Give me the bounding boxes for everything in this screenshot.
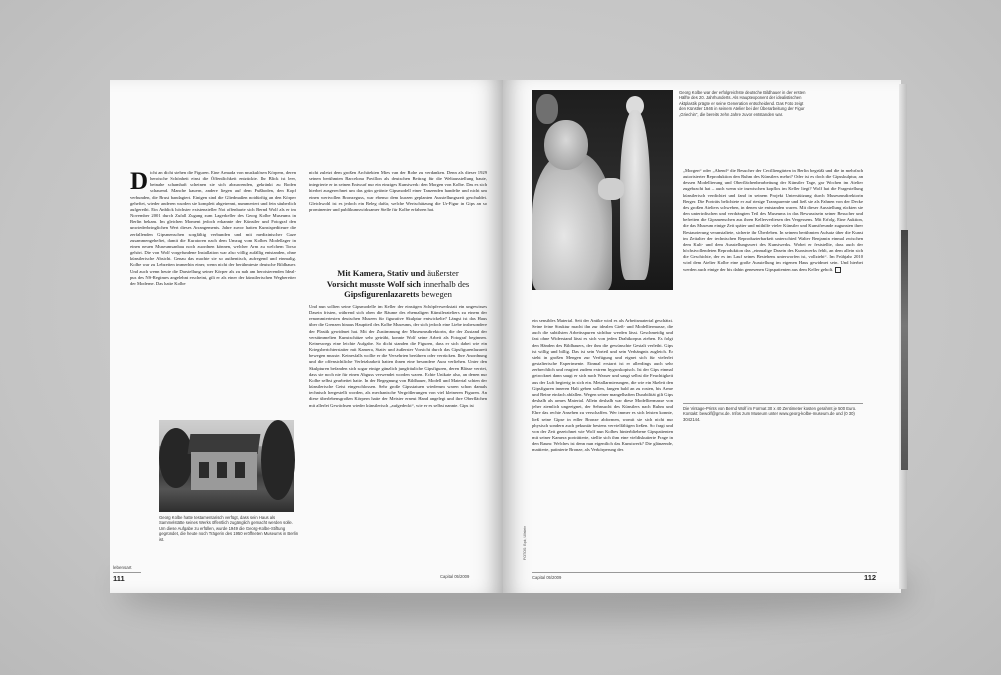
dropcap: D (130, 170, 149, 195)
section-label: lebensart (113, 565, 132, 570)
kolbe-house-photo (159, 420, 294, 512)
page-edge-photo-strip (901, 230, 908, 470)
end-mark (835, 267, 841, 273)
footer-rule-left (113, 572, 141, 573)
right-page-number: 112 (864, 573, 877, 582)
heading-part-1: Mit Kamera, Stativ und (337, 268, 426, 278)
heading-part-6: bewegen (419, 289, 452, 299)
pull-heading (309, 268, 487, 300)
left-magazine-footer: Capital 05/2009 (440, 574, 470, 579)
left-column-1 (130, 170, 296, 410)
right-column-1 (532, 318, 673, 564)
left-column-2-top (309, 170, 487, 262)
print-note-rule (683, 403, 863, 404)
left-column-2-bottom (309, 304, 487, 554)
photo-credit: FOTOS: Bpk, Ullstein (523, 525, 527, 560)
footer-rule-right (532, 572, 877, 573)
kolbe-sculptor-photo (532, 90, 673, 290)
heading-part-2: äußerster (425, 268, 459, 278)
print-note: Die Vintage-Prints von Bernd Wolf im Format 30 x 40 Zentimeter kosten gerahmt je 500 Euro. Kontakt: bewolf@gmx.de. Infos zum Museum unter www.georg-kolbe-museum.de und (0 30) 3042144. (683, 406, 857, 422)
heading-part-4: innerhalb des (421, 278, 470, 289)
article-text-ending: „Morgen“ oder „Abend“ die Besucher der Cecilliengärten in Berlin begrüßt und die in mehrfach autorisierter Reproduktion den Ruhm des Künstlers mehrt? Oder ist es doch die Gipsskulptur, an dessen Modellierung und Oberflächenbearbeitung der Künstler Tage, gar Wochen im Atelier zugebracht hat – auch wenn sie inzwischen kopflos im Keller liegt? Wolf hat die Fragestellung künstlerisch verdichtet und fand in seinem Projekt Unterstützung durch Museumsdirektorin Berger. Die Porträts belichtete er auf riesige Transparente und ließ sie als Fahnen von der Decke des großen Ateliers schweben, in denen sie entstanden waren. Mit dieser Ausstellung rückten sie den unterirdischen und verdrängten Teil des Museums in das Bewusstsein seiner Besucher und befreiten die Gipsmenschen aus ihren Kellerverliesen des Vergessens. Mit Erfolg. Eine Auktion, die das Museum einige Zeit später und mithilfe vieler Künstler und Kunstfreunde zugunsten ihrer Restaurierung veranstaltete, sicherte ihr Überleben. In seinem berühmten Aufsatz über die Kunst im Zeitalter der technischen Reproduzierbarkeit unterschied Walter Benjamin einmal zwischen dem Kult- und dem Ausstellungswert des Kunstwerks. Wobei er feststellte, dass auch der höchstvollendeten Reproduktion das „einmalige Dasein des Kunstwerks fehlt, an dem allein sich die Geschichte, der es im Lauf seines Bestehens unterworfen ist, vollzieht“. Im Frühjahr 2010 wird dem Atelier Kolbe eine große Ausstellung im eigenen Haus gewidmet sein. Und hierbei werden auch einige der bis dahin genesenen Gipspatienten aus dem Keller geholt. (683, 168, 863, 272)
left-page-number: 111 (113, 574, 125, 583)
sculptor-photo-caption: Georg Kolbe war der erfolgreichste deutsche Bildhauer in der ersten Hälfte des 20. Jahrhunderts. Als Hauptexponent der idealistischen Aktplastik prägte er seine Generation entscheidend. Das Foto zeigt den Künstler 1946 in seinem Atelier bei der Überarbeitung der Figur „Griechin“, die bereits zehn Jahre zuvor entstanden war. (679, 90, 806, 117)
article-text-wolf: Und nun sollten seine Gipsmodelle im Keller der einstigen Schöpferwerkstatt ein ungewisses Dasein fristen, während sich oben die Räume des ehemaligen Künstlerateliers zu einem der renommiertesten deutschen Museen für figurative Skulptur entwickelte? Längst ist das Haus über die Grenzen hinaus Hauptteil des Kolbe Museums, der sich jedoch eine Liebe insbesondere der Plastik gewidmet hat. Mit der Zustimmung der Museumsdirektorin, die der Zustand der verstümmelten Kunstschätze sehr getrübt, konnte Wolf seine Arbeit als Fotograf beginnen. Keineswegs eine leichte Aufgabe. So dicht standen die Figuren, dass er sich dabei wie ein Kriegsberichterstatter mit Kamera, Stativ und äußerster Vorsicht durch das Gipsfigurenlazarett bewegen musste. Keinesfalls wollte er die Versehrten berühren oder verrücken. Ihre Anordnung und die offensichtliche Verletzbarkeit hatten ihnen eine besondere Aura verliehen. Unter den Skulpturen befanden sich sogar einige gänzlich jungfräuliche Gipsfiguren, deren Blässe verriet, dass sie noch nie für einen Abguss verwendet worden waren. Echte Unikate also, an denen nur Kolbe selbst gearbeitet hatte. In der Begegnung von Bildhauer, Modell und Material schien der künstlerische Geist eingeschlossen. Sehr große Gipsstatuen wiederum waren schon damals technisch hergestellt worden, als mechanische Vergrößerungen von viel kleineren Figuren. An diese überlebensgroßen Körpern hatte der Meister erneut Hand angelegt und ihre Oberflächen mit allerlei Gewächsen wieder künstlerisch „aufgedeckt“, wie er es selbst nannte. Gips ist (309, 304, 487, 408)
right-magazine-footer: Capital 05/2009 (532, 575, 562, 580)
right-column-2 (683, 168, 863, 395)
article-text-gips: ein sensibles Material. Seit der Antike wird es als Arbeitsmaterial geschätzt. Seine feine Struktur macht ihn zur idealen Gieß- und Modelliermasse, die auch die subtilsten Arbeitsspuren sichtbar werden lässt. Geschmeidig und fast ohne Widerstand lässt es sich von jeden Drahtkorpus ziehen. Es folgt den Händen des Bildhauers, der ihm die gewünschte Gestalt verleiht. Gips ist willig und billig. Das ist sein Vorteil und sein Verhängnis zugleich. Er steht in großen Mengen zur Verfügung und eignet sich für vielerlei gestalterische Experimente. Einmal erstarrt ist er allerdings auch sehr zerbrechlich und reagiert zudem extrem hygroskopisch. Ist der Gips einmal getrocknet dann saugt er sich nach Wasser und saugt selbst die Feuchtigkeit aus der Luft begierig in sich ein. Metallarmierungen, die wie ein Skelett den Gipsfiguren inneren Halt geben sollen, fangen bald an zu rosten, bis Arme und Beine einfach abfallen. Wegen seiner mangelhaften Durabilität gilt Gips deshalb als armes Material. Allein deshalb war diese Modelliermasse von jeher ziemlich ungeeignet, der Sehnsucht des Künstlers nach Ruhm und Ehre das rechte Ansehen zu verschaffen. Wer immer es sich leisten konnte, ließ seine Gipse in edler Bronze abformen, womit sie sich nicht nur physisch sondern auch pekuniär bestens vervielfältigen ließen. So fragt und von der Zeit gezeichnet wie Wolf nun Kolbes hinterbliebene Gipspatienten mit seiner Kamera porträtierte, stellte sich ihm eine vieldiskutierte Frage in den Raum: Welches ist denn nun eigentlich das Kunstwerk? Die glänzende, mattierte, patinierte Bronze, als Verkörperung des (532, 318, 673, 453)
heading-part-5: Gipsfigurenlazaretts (344, 289, 420, 299)
heading-part-3: Vorsicht musste Wolf sich (326, 278, 422, 289)
house-photo-caption: Georg Kolbe hatte testamentarisch verfügt, dass sein Haus als Sammelstätte seines Werks öffentlich zugänglich gemacht werden solle. Um diese Aufgabe zu erfüllen, wurde 1949 die Georg-Kolbe-Stiftung gegründet, die heute noch Trägerin des 1950 eröffneten Museums in Berlin ist. (159, 515, 299, 542)
article-text-mies: nicht zuletzt dem großen Architekten Mies van der Rohe zu verdanken. Denn als dieser 1929 seinen berühmten Barcelona Pavillon als deutschen Beitrag für die Weltausstellung baute, integrierte er in seinen Entwurf nur ein einziges Kunstwerk: den Morgen von Kolbe. Das es sich hierbei ausgerechnet um das grün getönte Gipsmodell einer Tanzenden handelte und nicht um einen wertvollen Bronzeguss, war ebenso dem kurzen geplanten Ausstellungszeit geschuldet. Gleichwohl ist es jedoch ein Beleg dafür, welche Wertschätzung die Ur-Figur in Gips an so prominenter und publikumswirksamer Stelle für Kolbe erfahren hat. (309, 170, 487, 212)
article-intro-text: icht an dicht stehen die Figuren. Eine Armada von muskulösen Körpern, deren heroische Schönheit einst die Öffentlichkeit entzückte. Ihr Blick ist leer, beinahe schamhaft scheinen sie sich abzuwenden, gekränkt zu Boden schauend. Manche kauern, andere liegen auf dem Fußboden, den Kopf verbunden, die Brust bandagiert. Einigen sind die Gliedmaßen notdürftig an den Körper geheftet, wieder anderen wurden sie komplett abgetrennt, nummeriert und fein säuberlich aufgereiht. Ein Anblick höchster existenzieller Not offenbarte sich Bernd Wolf als er im November 2001 durch Zufall Zugang zum Lagerkeller des Georg Kolbe Museums in Berlin bekam. Im gleichen Moment jedoch erkannte der Künstler und Fotograf den unwiederbringlichen Wert dieses Arrangements. Jahre zuvor hatten Kunstspediteure die zerfallenden Gipsmenschen sorgfältig verbunden und mit medizinischer Gaze zusammengeheftet, damit die Kuratoren nach dem Umzug vom Kolbes Modellager in einen neuen Museumsanbau noch zuordnen können, welcher Arm zu welchem Torso gehört. Die von Wolf vorgefundene Installation war also völlig zufällig entstanden, ohne künstlerische Absicht. Genau das machte sie so authentisch, aufregend und einmalig. Kolbe war zu Lebzeiten immerhin einer, wenn nicht der berühmteste deutsche Bildhauer. Und auch wenn heute die Darstellung seiner Körper als zu nah am heroisierenden Ideal-pus des NS-Regimes angelehnt erscheint, gilt er als einer der künstlerischen Wegbereiter der Moderne. Das hatte Kolbe (130, 170, 296, 286)
